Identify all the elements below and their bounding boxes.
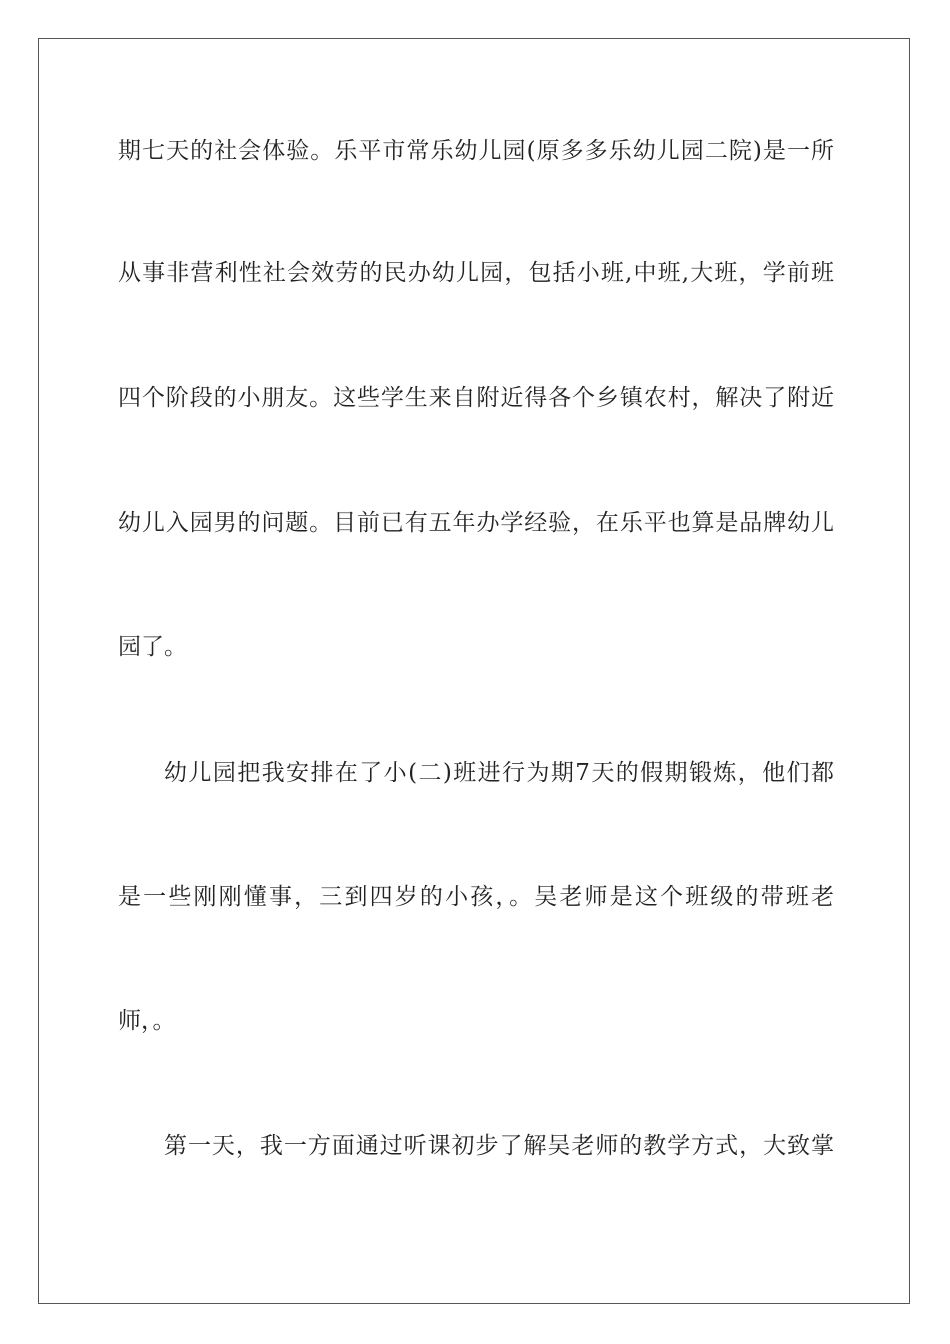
text-line: 是一些刚刚懂事，三到四岁的小孩，。吴老师是这个班级的带班老 bbox=[118, 884, 834, 910]
paragraph-first-line: 幼儿园把我安排在了小(二)班进行为期7天的假期锻炼，他们都 bbox=[164, 760, 834, 786]
paragraph-first-line: 第一天，我一方面通过听课初步了解吴老师的教学方式，大致掌 bbox=[164, 1133, 834, 1159]
page-border bbox=[38, 38, 910, 1304]
text-line: 幼儿入园男的问题。目前已有五年办学经验，在乐平也算是品牌幼儿 bbox=[118, 510, 834, 536]
text-line: 四个阶段的小朋友。这些学生来自附近得各个乡镇农村，解决了附近 bbox=[118, 385, 834, 411]
text-line: 师，。 bbox=[118, 1008, 176, 1034]
text-line: 园了。 bbox=[118, 634, 187, 660]
text-line: 期七天的社会体验。乐平市常乐幼儿园(原多多乐幼儿园二院)是一所 bbox=[118, 138, 834, 164]
text-line: 从事非营利性社会效劳的民办幼儿园，包括小班,中班,大班，学前班 bbox=[118, 260, 834, 286]
